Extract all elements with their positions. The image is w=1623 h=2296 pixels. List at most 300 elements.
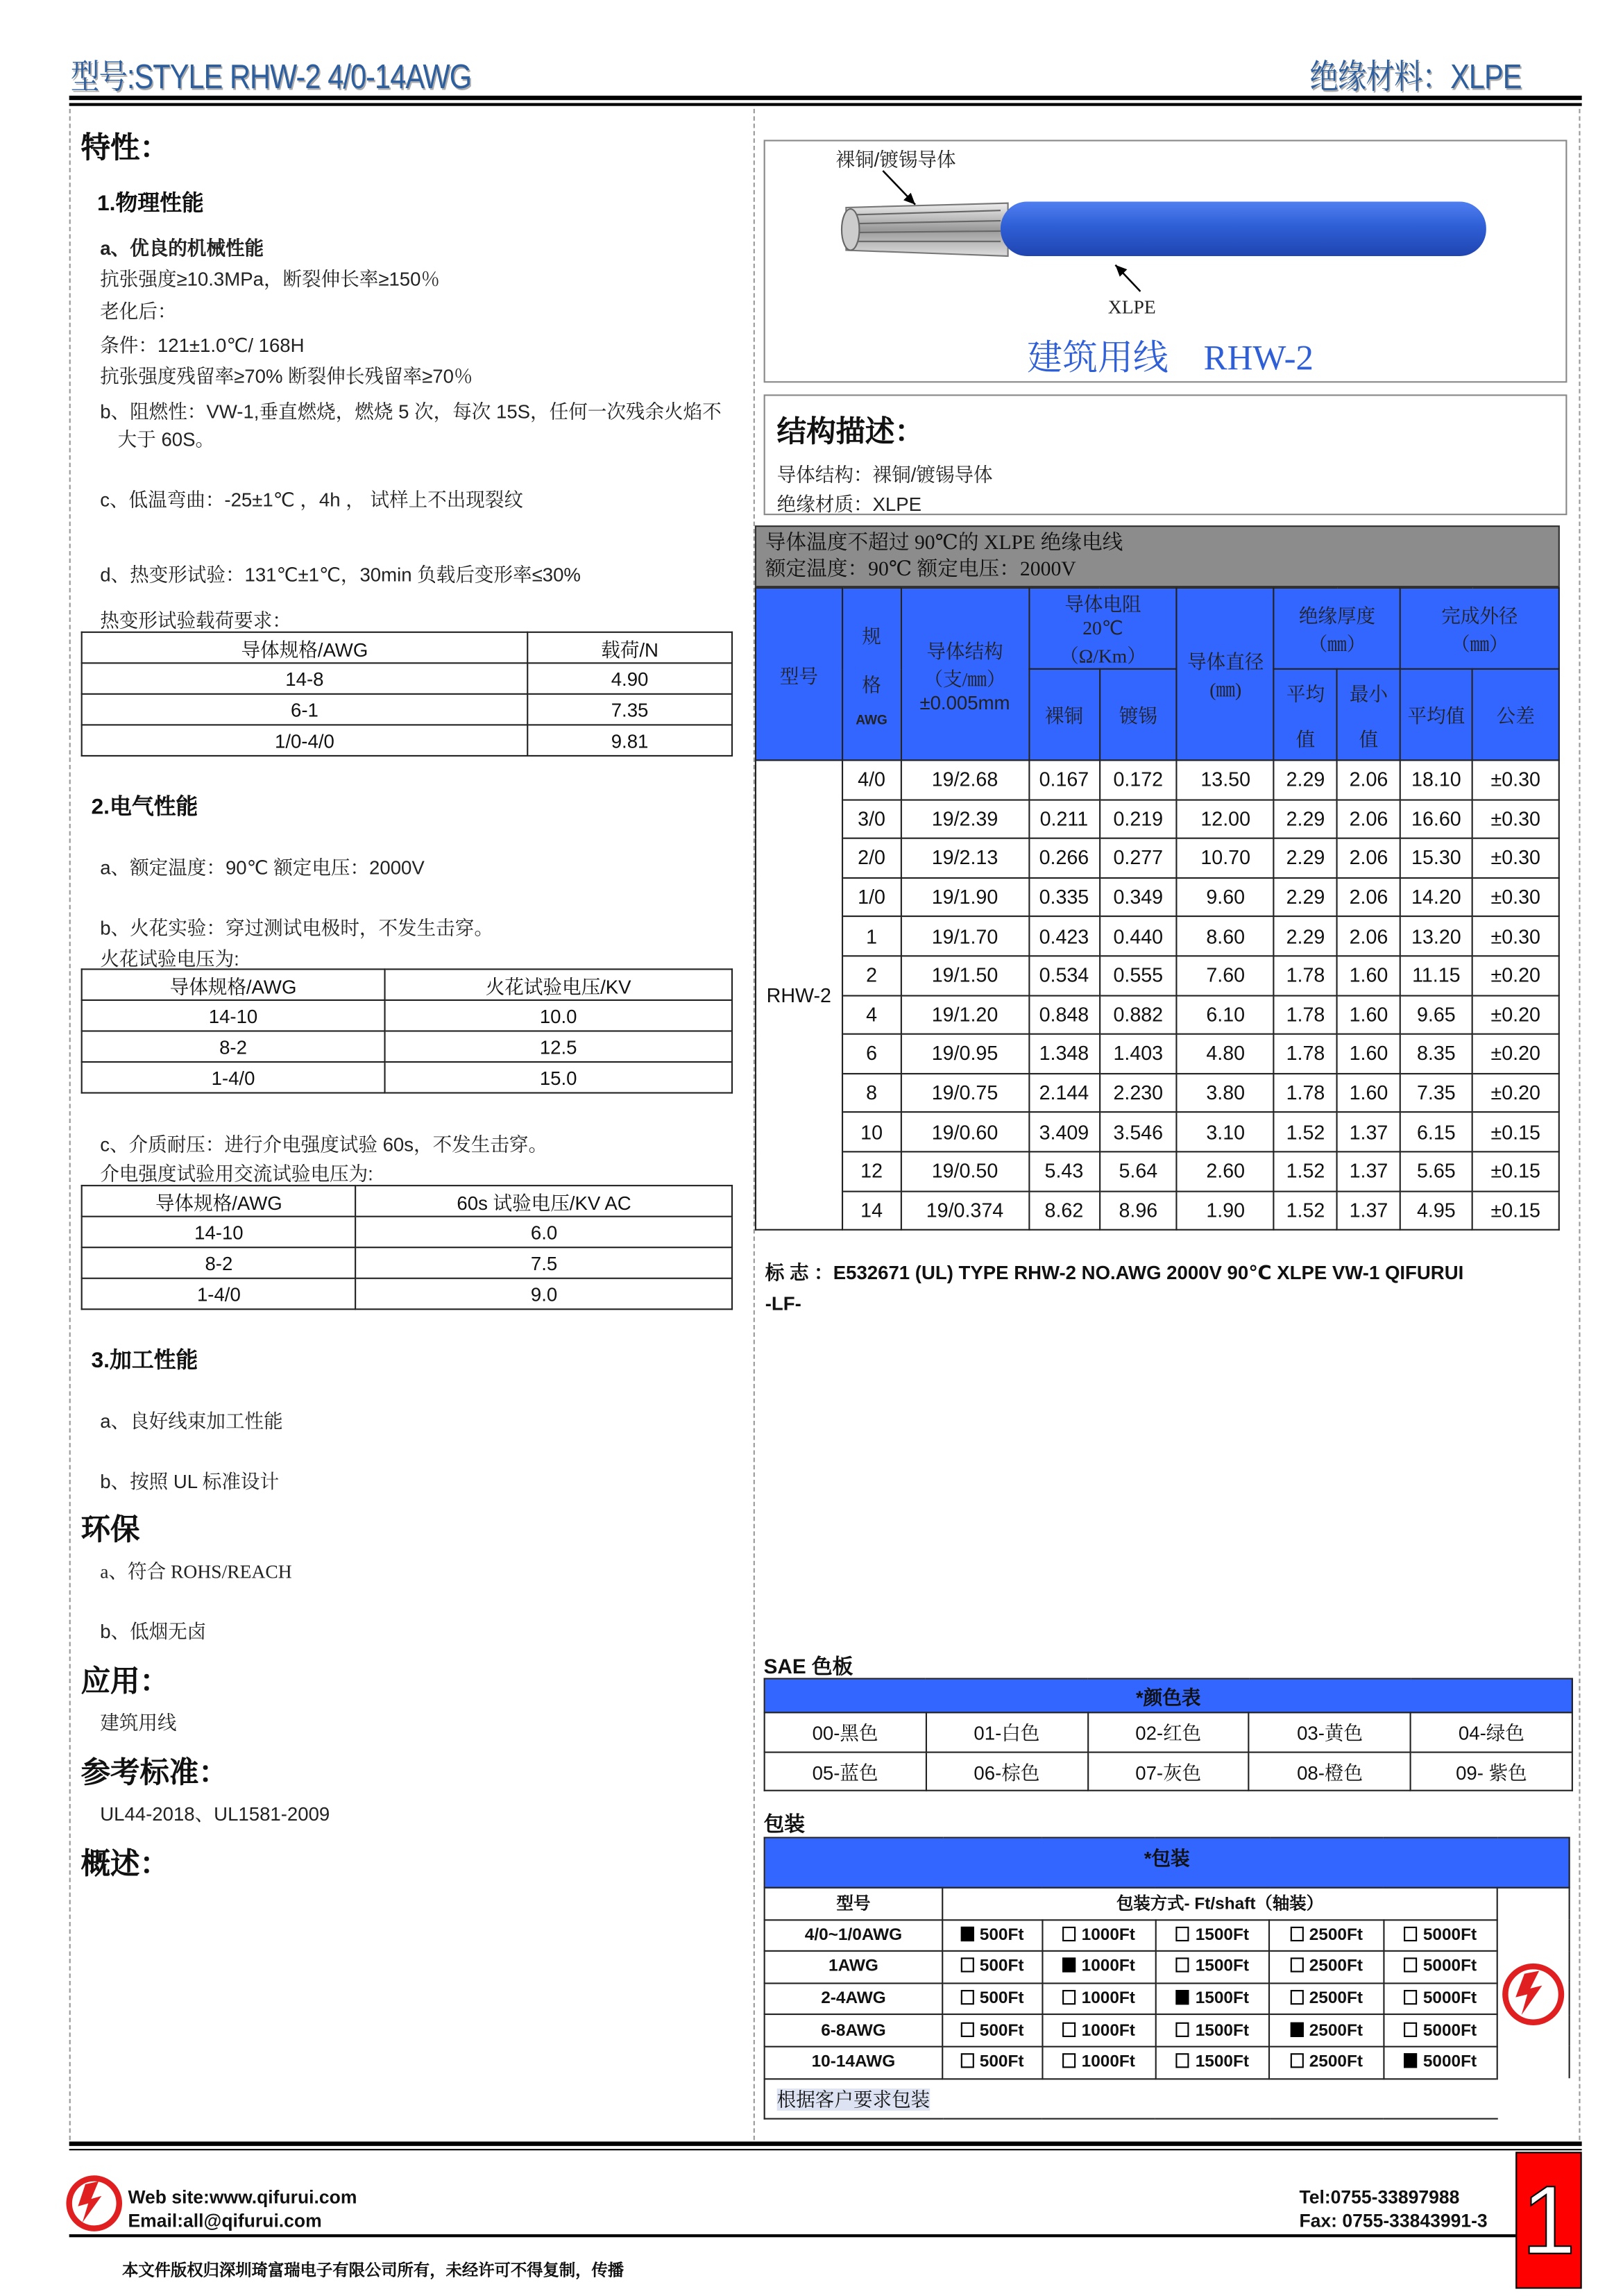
table-cell: 1/0-4/0 [82, 725, 527, 756]
structure-box [764, 394, 1567, 515]
table-cell: 7.5 [356, 1247, 732, 1278]
packing-option-cell[interactable] [1384, 2015, 1497, 2047]
table-cell: 1-4/0 [82, 1278, 356, 1310]
company-logo-icon [1501, 1959, 1565, 2030]
spec-cell: 14 [842, 1191, 901, 1230]
color-code-cell: 04-绿色 [1411, 1712, 1572, 1751]
spec-row [756, 838, 1559, 877]
flame-text-2: 大于 60S。 [117, 428, 215, 450]
spec-cell: 1.60 [1337, 1073, 1400, 1112]
spec-cell: ±0.20 [1472, 995, 1559, 1034]
packing-option-cell[interactable] [942, 1983, 1042, 2015]
dielectric-table [81, 1185, 733, 1310]
spark-table [81, 968, 733, 1093]
checkbox-icon [1290, 1958, 1303, 1973]
page-number: 1 [1515, 2152, 1581, 2288]
spec-cell: 13.20 [1400, 917, 1472, 956]
checkbox-icon [1404, 2022, 1417, 2036]
spec-cell: 1.60 [1337, 995, 1400, 1034]
option-label: 2500Ft [1309, 2022, 1363, 2040]
color-code-cell: 09- 紫色 [1411, 1752, 1572, 1791]
spec-cell: 2.29 [1274, 760, 1337, 799]
spec-cell: 13.50 [1177, 760, 1274, 799]
spec-cell: 15.30 [1400, 838, 1472, 877]
model-cell: RHW-2 [756, 760, 842, 1230]
sae-color-table [764, 1678, 1573, 1791]
table-cell: 4.90 [527, 663, 732, 694]
material-title: 绝缘材料：XLPE [1309, 57, 1522, 96]
checkbox-icon [1062, 2054, 1076, 2068]
packing-note-cell [765, 2078, 1497, 2118]
spec-cell: 8.60 [1177, 917, 1274, 956]
spec-cell: 14.20 [1400, 877, 1472, 916]
insulation-jacket [1001, 202, 1486, 256]
spark-voltage-label: 火花试验电压为: [100, 947, 239, 970]
electrical-title: 2.电气性能 [91, 795, 198, 820]
cable-figure [764, 140, 1567, 382]
mech-heading: a、优良的机械性能 [100, 237, 264, 260]
option-label: 5000Ft [1422, 1990, 1477, 2008]
spec-cell: 2.06 [1337, 760, 1400, 799]
spec-cell: 1 [842, 917, 901, 956]
packing-option-cell[interactable] [942, 2047, 1042, 2079]
spec-cell: 1.52 [1274, 1113, 1337, 1151]
packing-option-cell[interactable] [1384, 2047, 1497, 2079]
aging-condition: 条件：121±1.0℃/ 168H [100, 334, 305, 357]
option-label: 1500Ft [1195, 2022, 1249, 2040]
spec-cell: 0.277 [1099, 838, 1177, 877]
spec-cell: 5.43 [1029, 1151, 1100, 1190]
flame-text: b、阻燃性：VW-1,垂直燃烧，燃烧 5 次，每次 15S，任何一次残余火焰不 [100, 400, 722, 423]
spec-table [755, 587, 1560, 1231]
packing-title: 包装 [763, 1812, 805, 1836]
spec-row [756, 995, 1559, 1034]
spec-cell: 2.230 [1099, 1073, 1177, 1112]
spec-cell: 0.440 [1099, 917, 1177, 956]
tel-text: Tel:0755-33897988 [1299, 2187, 1460, 2208]
col-insulation: 绝缘厚度 （㎜） [1274, 588, 1400, 669]
spec-cell: 0.266 [1029, 838, 1100, 877]
env-a: a、符合 ROHS/REACH [100, 1560, 292, 1582]
process-title: 3.加工性能 [91, 1348, 198, 1374]
rated-text: a、额定温度：90℃ 额定电压：2000V [100, 856, 425, 879]
spec-row [756, 917, 1559, 956]
spec-cell: 0.555 [1099, 956, 1177, 995]
packing-option-cell[interactable] [942, 1919, 1042, 1951]
checkbox-checked-icon [1176, 1990, 1189, 2004]
spec-cell: ±0.30 [1472, 838, 1559, 877]
spec-cell: 0.349 [1099, 877, 1177, 916]
col-model: 型号 [756, 588, 842, 760]
packing-row [765, 1951, 1570, 1983]
spec-cell: ±0.30 [1472, 800, 1559, 838]
packing-option-cell[interactable] [1384, 1951, 1497, 1983]
option-label: 2500Ft [1309, 2053, 1363, 2072]
checkbox-checked-icon [960, 1927, 974, 1941]
spec-cell: 19/0.75 [901, 1073, 1028, 1112]
packing-note: 根据客户要求包装 [776, 2088, 931, 2111]
table-cell: 6.0 [356, 1217, 732, 1248]
cold-bend-text: c、低温弯曲：-25±1℃ ，4h ， 试样上不出现裂纹 [100, 489, 524, 511]
dielectric-text: c、介质耐压：进行介电强度试验 60s，不发生击穿。 [100, 1133, 548, 1156]
color-code-cell: 06-棕色 [926, 1752, 1087, 1791]
spec-cell: 19/1.90 [901, 877, 1028, 916]
packing-option-cell[interactable] [1042, 2015, 1155, 2047]
table-row [82, 694, 732, 725]
spec-cell: 12.00 [1177, 800, 1274, 838]
spec-cell: 1.60 [1337, 956, 1400, 995]
packing-option-cell[interactable] [1042, 1983, 1155, 2015]
color-code-cell: 08-橙色 [1249, 1752, 1411, 1791]
standard-title: 参考标准： [80, 1757, 228, 1790]
option-label: 2500Ft [1309, 1990, 1363, 2008]
packing-option-cell[interactable] [1270, 1951, 1384, 1983]
packing-option-cell[interactable] [942, 1951, 1042, 1983]
spec-cell: 4.80 [1177, 1034, 1274, 1073]
spec-cell: 6.10 [1177, 995, 1274, 1034]
option-label: 5000Ft [1422, 2022, 1477, 2040]
spec-cell: 2.06 [1337, 877, 1400, 916]
figure-caption: 建筑用线 RHW-2 [1027, 339, 1314, 378]
spec-cell: 9.60 [1177, 877, 1274, 916]
checkbox-icon [1062, 1927, 1076, 1941]
table-header-cell: 60s 试验电压/KV AC [356, 1185, 732, 1217]
footer-rule [69, 2149, 1582, 2150]
aging-retention: 抗张强度残留率≥70% 断裂伸长残留率≥70％ [100, 364, 473, 387]
spec-cell: 2 [842, 956, 901, 995]
table-row [82, 1031, 732, 1062]
spec-cell: 8 [842, 1073, 901, 1112]
banner-line-1: 导体温度不超过 90℃的 XLPE 绝缘电线 [765, 532, 1123, 555]
table-cell: 9.0 [356, 1278, 732, 1310]
option-label: 5000Ft [1422, 1958, 1477, 1976]
border-right [1579, 109, 1580, 2140]
packing-option-cell[interactable] [1156, 2047, 1270, 2079]
spec-cell: 5.64 [1099, 1151, 1177, 1190]
packing-option-cell[interactable] [1156, 2015, 1270, 2047]
packing-option-cell[interactable] [1042, 1919, 1155, 1951]
col-od-avg: 平均值 [1400, 669, 1472, 760]
features-title: 特性： [80, 132, 169, 165]
structure-title: 结构描述： [776, 416, 924, 449]
sae-header: *颜色表 [765, 1679, 1572, 1713]
packing-option-cell[interactable] [1384, 1983, 1497, 2015]
table-header-cell: 载荷/N [527, 632, 732, 664]
packing-row [765, 2047, 1570, 2079]
packing-row [765, 1983, 1570, 2015]
packing-option-cell[interactable] [1270, 1983, 1384, 2015]
packing-option-cell[interactable] [1042, 2047, 1155, 2079]
col-tinned: 镀锡 [1099, 669, 1177, 760]
spec-cell: 3/0 [842, 800, 901, 838]
checkbox-icon [960, 2022, 974, 2036]
table-header-row [82, 969, 732, 1000]
table-cell: 14-8 [82, 663, 527, 694]
table-cell: 10.0 [384, 1000, 732, 1031]
spec-cell: 1.60 [1337, 1034, 1400, 1073]
spec-cell: 1.37 [1337, 1113, 1400, 1151]
table-cell: 15.0 [384, 1062, 732, 1093]
spec-cell: 9.65 [1400, 995, 1472, 1034]
packing-model-cell: 6-8AWG [765, 2015, 943, 2047]
spec-cell: 1.78 [1274, 1073, 1337, 1112]
spec-cell: ±0.15 [1472, 1191, 1559, 1230]
packing-row [765, 2015, 1570, 2047]
spec-cell: 2.60 [1177, 1151, 1274, 1190]
banner-line-2: 额定温度：90℃ 额定电压：2000V [765, 559, 1076, 582]
checkbox-checked-icon [1404, 2054, 1417, 2068]
packing-model-cell: 2-4AWG [765, 1983, 943, 2015]
table-cell: 7.35 [527, 694, 732, 725]
footer-logo-icon [65, 2172, 124, 2234]
spec-cell: 4.95 [1400, 1191, 1472, 1230]
application-text: 建筑用线 [100, 1712, 177, 1734]
sae-row [765, 1752, 1572, 1791]
packing-col-row [765, 1888, 1570, 1920]
spec-cell: 8.35 [1400, 1034, 1472, 1073]
spec-cell: 7.60 [1177, 956, 1274, 995]
conductor-strands-icon [842, 203, 1008, 256]
packing-header: *包装 [765, 1838, 1570, 1888]
option-label: 1500Ft [1195, 1958, 1249, 1976]
checkbox-icon [1404, 1958, 1417, 1973]
spec-cell: ±0.20 [1472, 1034, 1559, 1073]
process-b: b、按照 UL 标准设计 [100, 1470, 280, 1493]
packing-option-cell[interactable] [1156, 1919, 1270, 1951]
table-header-cell: 导体规格/AWG [82, 969, 385, 1000]
spec-cell: 19/1.20 [901, 995, 1028, 1034]
spec-cell: 19/0.374 [901, 1191, 1028, 1230]
table-header-row [82, 632, 732, 664]
color-code-cell: 00-黑色 [765, 1712, 926, 1751]
packing-model-cell: 10-14AWG [765, 2047, 943, 2079]
spec-cell: 2.06 [1337, 838, 1400, 877]
process-a: a、良好线束加工性能 [100, 1410, 283, 1433]
spec-row [756, 800, 1559, 838]
footer-rule [69, 2141, 1582, 2145]
spec-cell: 2.29 [1274, 838, 1337, 877]
packing-option-cell[interactable] [942, 2015, 1042, 2047]
heat-deform-text: d、热变形试验：131℃±1℃，30min 负载后变形率≤30% [100, 564, 581, 586]
checkbox-icon [1176, 1958, 1189, 1973]
spec-cell: 2.06 [1337, 917, 1400, 956]
packing-option-cell[interactable] [1042, 1951, 1155, 1983]
table-row [82, 725, 732, 756]
spec-cell: 0.423 [1029, 917, 1100, 956]
color-code-cell: 07-灰色 [1087, 1752, 1249, 1791]
checkbox-icon [1176, 2054, 1189, 2068]
spec-cell: 4 [842, 995, 901, 1034]
col-method: 包装方式- Ft/shaft（轴装） [942, 1888, 1497, 1920]
packing-header-row [765, 1838, 1570, 1888]
dielectric-voltage-label: 介电强度试验用交流试验电压为: [100, 1163, 373, 1185]
spec-cell: 19/2.68 [901, 760, 1028, 799]
spec-row [756, 1191, 1559, 1230]
option-label: 1000Ft [1081, 2022, 1135, 2040]
option-label: 2500Ft [1309, 1958, 1363, 1976]
email-link[interactable]: Email:all@qifurui.com [128, 2211, 322, 2231]
option-label: 500Ft [979, 1926, 1024, 1945]
color-code-cell: 03-黄色 [1249, 1712, 1411, 1751]
spec-cell: 0.534 [1029, 956, 1100, 995]
option-label: 2500Ft [1309, 1926, 1363, 1945]
checkbox-icon [1290, 2054, 1303, 2068]
spec-cell: ±0.30 [1472, 760, 1559, 799]
spec-cell: 2.29 [1274, 917, 1337, 956]
spec-cell: 19/1.70 [901, 917, 1028, 956]
packing-option-cell[interactable] [1156, 1951, 1270, 1983]
table-header-cell: 导体规格/AWG [82, 632, 527, 664]
col-ins-min: 最小 值 [1337, 669, 1400, 760]
color-code-cell: 02-红色 [1087, 1712, 1249, 1751]
spec-cell: 3.409 [1029, 1113, 1100, 1151]
col-ins-avg: 平均 值 [1274, 669, 1337, 760]
spec-cell: 8.62 [1029, 1191, 1100, 1230]
spec-row [756, 760, 1559, 799]
env-title: 环保 [80, 1514, 140, 1547]
spec-cell: 2.144 [1029, 1073, 1100, 1112]
spec-cell: 10 [842, 1113, 901, 1151]
spec-cell: ±0.15 [1472, 1151, 1559, 1190]
spec-cell: 19/2.39 [901, 800, 1028, 838]
spec-cell: 7.35 [1400, 1073, 1472, 1112]
sae-row [765, 1712, 1572, 1751]
spec-cell: 1.52 [1274, 1151, 1337, 1190]
sae-header-row [765, 1679, 1572, 1713]
spec-row [756, 1113, 1559, 1151]
spec-cell: 0.219 [1099, 800, 1177, 838]
spec-cell: ±0.20 [1472, 956, 1559, 995]
spec-row [756, 1073, 1559, 1112]
spec-cell: 0.167 [1029, 760, 1100, 799]
checkbox-icon [960, 1958, 974, 1973]
packing-model-cell: 1AWG [765, 1951, 943, 1983]
spec-cell: 19/0.50 [901, 1151, 1028, 1190]
spec-cell: 3.80 [1177, 1073, 1274, 1112]
spec-cell: 1.37 [1337, 1151, 1400, 1190]
table-row [82, 663, 732, 694]
option-label: 500Ft [979, 2053, 1024, 2072]
spec-cell: ±0.15 [1472, 1113, 1559, 1151]
spec-cell: 19/0.95 [901, 1034, 1028, 1073]
spec-cell: 1.78 [1274, 1034, 1337, 1073]
option-label: 1000Ft [1081, 1958, 1135, 1976]
spec-cell: 1.403 [1099, 1034, 1177, 1073]
checkbox-icon [1404, 1990, 1417, 2004]
option-label: 500Ft [979, 1958, 1024, 1976]
packing-option-cell[interactable] [1384, 1919, 1497, 1951]
spec-row [756, 956, 1559, 995]
color-code-cell: 05-蓝色 [765, 1752, 926, 1791]
spec-cell: 11.15 [1400, 956, 1472, 995]
spec-cell: 2/0 [842, 838, 901, 877]
option-label: 1500Ft [1195, 2053, 1249, 2072]
table-row [82, 1062, 732, 1093]
table-row [82, 1247, 732, 1278]
structure-conductor: 导体结构：裸铜/镀锡导体 [776, 463, 993, 486]
spec-cell: ±0.20 [1472, 1073, 1559, 1112]
header-rule [69, 96, 1582, 100]
spec-cell: 0.172 [1099, 760, 1177, 799]
spec-cell: 1.37 [1337, 1191, 1400, 1230]
spec-cell: 1/0 [842, 877, 901, 916]
application-title: 应用： [80, 1666, 169, 1699]
spec-row [756, 1151, 1559, 1190]
table-row [82, 1000, 732, 1031]
env-b: b、低烟无卤 [100, 1620, 207, 1643]
overview-title: 概述： [80, 1848, 169, 1882]
heat-load-label: 热变形试验载荷要求： [100, 609, 291, 632]
checkbox-checked-icon [1062, 1958, 1076, 1973]
packing-row [765, 1919, 1570, 1951]
header-rule [69, 103, 1582, 105]
col-model: 型号 [765, 1888, 943, 1920]
table-cell: 12.5 [384, 1031, 732, 1062]
checkbox-icon [1290, 1927, 1303, 1941]
spec-cell: 3.546 [1099, 1113, 1177, 1151]
website-link[interactable]: Web site:www.qifurui.com [128, 2187, 357, 2208]
packing-table [764, 1837, 1570, 2119]
spec-cell: 3.10 [1177, 1113, 1274, 1151]
col-structure: 导体结构 （支/㎜） ±0.005mm [901, 588, 1028, 760]
marking-text: 标 志 ：E532671 (UL) TYPE RHW-2 NO.AWG 2000V 90℃ XLPE VW-1 QIFURUI -LF- [765, 1261, 1464, 1315]
spec-cell: 0.882 [1099, 995, 1177, 1034]
checkbox-icon [960, 2054, 974, 2068]
packing-option-cell[interactable] [1270, 1919, 1384, 1951]
spec-cell: 18.10 [1400, 760, 1472, 799]
spec-cell: 4/0 [842, 760, 901, 799]
option-label: 1500Ft [1195, 1926, 1249, 1945]
spec-cell: 5.65 [1400, 1151, 1472, 1190]
option-label: 1000Ft [1081, 2053, 1135, 2072]
spec-cell: 1.78 [1274, 995, 1337, 1034]
table-cell: 8-2 [82, 1247, 356, 1278]
spec-cell: 2.29 [1274, 800, 1337, 838]
col-bare: 裸铜 [1029, 669, 1100, 760]
spec-cell: 12 [842, 1151, 901, 1190]
checkbox-checked-icon [1290, 2022, 1303, 2036]
insulation-label: XLPE [1107, 296, 1156, 319]
spec-cell: 6.15 [1400, 1113, 1472, 1151]
spec-row [756, 877, 1559, 916]
table-cell: 1-4/0 [82, 1062, 385, 1093]
color-code-cell: 01-白色 [926, 1712, 1087, 1751]
fax-text: Fax: 0755-33843991-3 [1299, 2211, 1488, 2231]
option-label: 500Ft [979, 2022, 1024, 2040]
packing-option-cell[interactable] [1156, 1983, 1270, 2015]
option-label: 5000Ft [1422, 1926, 1477, 1945]
spec-cell: 10.70 [1177, 838, 1274, 877]
spec-cell: ±0.30 [1472, 917, 1559, 956]
spec-cell: 0.211 [1029, 800, 1100, 838]
table-row [82, 1217, 732, 1248]
sae-title: SAE 色板 [763, 1654, 853, 1678]
table-cell: 8-2 [82, 1031, 385, 1062]
spec-cell: ±0.30 [1472, 877, 1559, 916]
spec-cell: 1.90 [1177, 1191, 1274, 1230]
col-od: 完成外径 （㎜） [1400, 588, 1559, 669]
checkbox-icon [1176, 1927, 1189, 1941]
mech-text: 抗张强度≥10.3MPa，断裂伸长率≥150％ [100, 267, 441, 290]
option-label: 500Ft [979, 1990, 1024, 2008]
packing-option-cell[interactable] [1270, 2015, 1384, 2047]
packing-option-cell[interactable] [1270, 2047, 1384, 2079]
spec-banner [755, 525, 1560, 587]
option-label: 1000Ft [1081, 1926, 1135, 1945]
aging-text: 老化后： [100, 300, 177, 323]
table-cell: 9.81 [527, 725, 732, 756]
model-title: 型号:STYLE RHW-2 4/0-14AWG [70, 57, 472, 96]
